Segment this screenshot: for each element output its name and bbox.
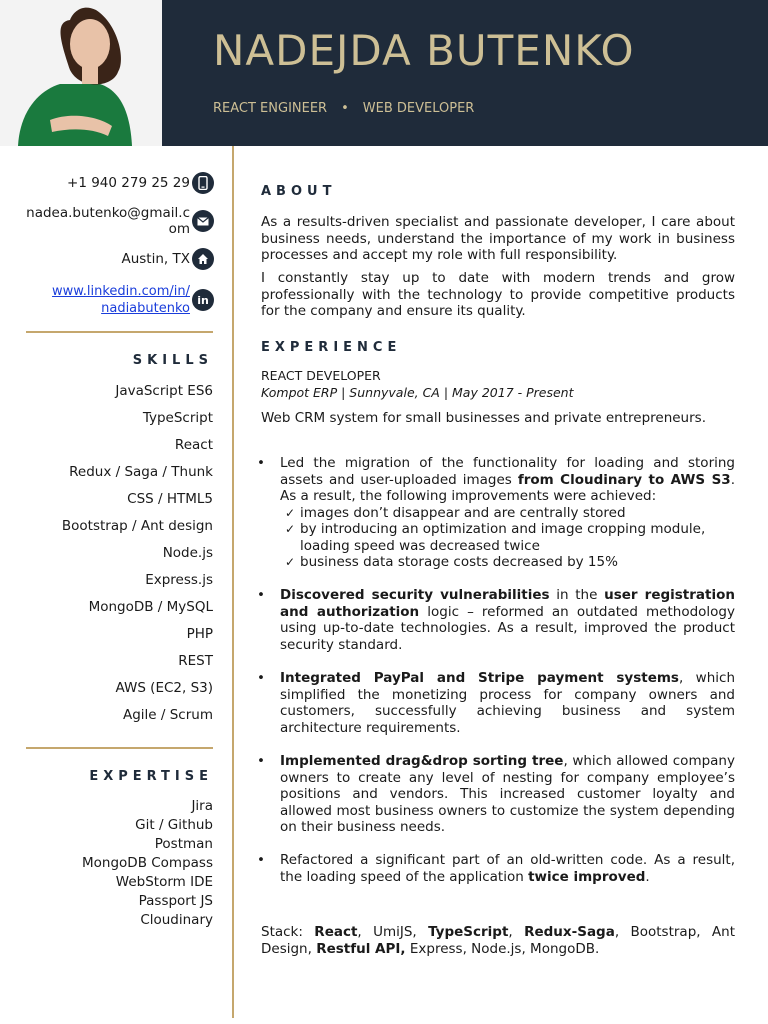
improvement-checklist [285,505,735,571]
stack-label: Stack: [261,924,315,940]
skill-item: AWS (EC2, S3) [115,680,213,696]
bullet-text-bold: Discovered security vulnerabilities [280,587,550,603]
contact-email [26,205,214,237]
bullet-text-bold: from Cloudinary to AWS S3 [517,471,731,488]
stack-item-bold: Redux-Saga [524,924,615,940]
header-banner [162,0,768,146]
expertise-item: Passport JS [138,893,213,909]
bullet-text: , which allowed company owners to create any level of nesting for company employee’s positions and vendors. This increased customer loyalty and allowed most business owners to customize the system depending on their business needs. [280,753,735,835]
email-line-1: nadea.butenko@gmail.c [26,205,190,221]
candidate-roles [213,101,474,116]
bullet-marker: • [257,670,265,686]
bullet-text-bold: twice improved [528,868,646,885]
stack-text: Express, Node.js, MongoDB. [405,940,600,957]
contact-location [121,248,214,270]
expertise-item: Jira [191,798,213,814]
skill-item: MongoDB / MySQL [88,599,213,615]
bullet-text: Refactored a significant part of an old-written code. As a result, the loading speed of the application [280,852,735,885]
email-line-2: om [168,221,190,237]
skill-item: CSS / HTML5 [127,491,213,507]
location-text: Austin, TX [121,251,190,267]
experience-bullet-4 [257,753,735,836]
bullet-text-bold: Integrated PayPal and Stripe payment systems [280,670,679,686]
expertise-list [82,797,213,930]
check-item-text: images don’t disappear and are centrally stored [300,504,626,521]
check-item-text: business data storage costs decreased by 15% [300,554,618,570]
skill-item: Bootstrap / Ant design [61,518,213,534]
check-item [285,505,735,522]
candidate-name: NADEJDA BUTENKO [213,26,635,75]
skills-list [62,382,213,733]
stack-item-bold: React [314,924,358,940]
contact-linkedin[interactable] [52,283,214,317]
skill-item: JavaScript ES6 [115,383,213,399]
linkedin-link-line-1[interactable]: www.linkedin.com/in/ [52,284,190,299]
skill-item: Redux / Saga / Thunk [69,464,213,480]
job-meta: Kompot ERP | Sunnyvale, CA | May 2017 - Present [261,385,574,400]
skills-heading: SKILLS [132,353,213,368]
bullet-text: , which simplified the monetizing process for company owners and customers, successfully achieving business and system architecture requirements. [280,670,736,736]
skill-item: PHP [186,626,213,642]
bullet-marker: • [257,455,265,471]
skill-item: Express.js [145,572,213,588]
role-react-engineer: REACT ENGINEER [213,101,328,116]
check-icon: ✓ [285,505,296,520]
role-web-developer: WEB DEVELOPER [362,101,475,116]
check-icon: ✓ [285,555,296,569]
mail-icon [192,210,214,232]
tech-stack [261,924,735,957]
bullet-text: Led the migration of the functionality for loading and storing assets and user-uploaded images [280,455,735,488]
check-icon: ✓ [285,522,296,536]
skill-item: Agile / Scrum [123,707,213,723]
stack-item-bold: TypeScript [428,924,509,940]
about-heading: ABOUT [261,184,337,199]
bullet-text: . As a result, the following improvements were achieved: [280,471,735,504]
expertise-item: MongoDB Compass [82,855,213,871]
section-divider-expertise [26,747,213,749]
skill-item: TypeScript [142,410,213,426]
about-paragraph-1: As a results-driven specialist and passionate developer, I care about business needs, understand the importance of my work in business processes and accept my role with full responsibility. [261,214,735,263]
expertise-item: WebStorm IDE [115,874,213,890]
expertise-item: Cloudinary [140,912,213,928]
skill-item: Node.js [162,545,213,561]
stack-item-bold: Restful API, [316,940,406,957]
contact-phone [67,172,214,194]
portrait-image [0,0,162,146]
expertise-item: Postman [154,836,213,852]
experience-bullet-5 [257,852,735,885]
expertise-heading: EXPERTISE [89,769,213,784]
bullet-text: . [645,868,650,885]
linkedin-link-line-2[interactable]: nadiabutenko [101,301,190,316]
section-divider-skills [26,331,213,333]
bullet-marker: • [257,852,265,868]
bullet-text-bold: Implemented drag&drop sorting tree [280,753,564,769]
bullet-text: in the [549,587,605,603]
experience-bullet-2 [257,587,735,653]
home-icon [192,248,214,270]
job-title: REACT DEVELOPER [261,368,381,383]
job-summary: Web CRM system for small businesses and private entrepreneurs. [261,410,706,426]
about-paragraph-2: I constantly stay up to date with modern trends and grow professionally with the technology to provide competitive products for the company and ensure its quality. [261,270,735,319]
experience-bullet-3 [257,670,736,736]
phone-number: +1 940 279 25 29 [67,175,190,191]
stack-text: , Bootstrap, Ant Design, [261,924,736,957]
experience-heading: EXPERIENCE [261,340,402,355]
bullet-marker: • [257,587,265,603]
bullet-text: logic – reformed an outdated methodology using up-to-date technologies. As a result, improved the product security standard. [280,603,735,653]
profile-photo [0,0,162,146]
bullet-marker: • [257,753,265,769]
phone-icon [192,172,214,194]
experience-bullet-1 [257,455,735,571]
role-separator: • [341,101,349,116]
bullet-text-bold: user registration and authorization [280,587,735,620]
skill-item: REST [178,653,213,669]
column-divider [232,146,234,1018]
check-item [285,521,735,554]
linkedin-icon[interactable]: in [192,289,214,311]
check-item-text: by introducing an optimization and image cropping module, loading speed was decreased twice [300,521,706,554]
stack-text: , UmiJS, [357,924,429,940]
stack-text: , [508,924,525,940]
expertise-item: Git / Github [135,817,213,833]
check-item [285,554,735,571]
skill-item: React [174,437,213,453]
